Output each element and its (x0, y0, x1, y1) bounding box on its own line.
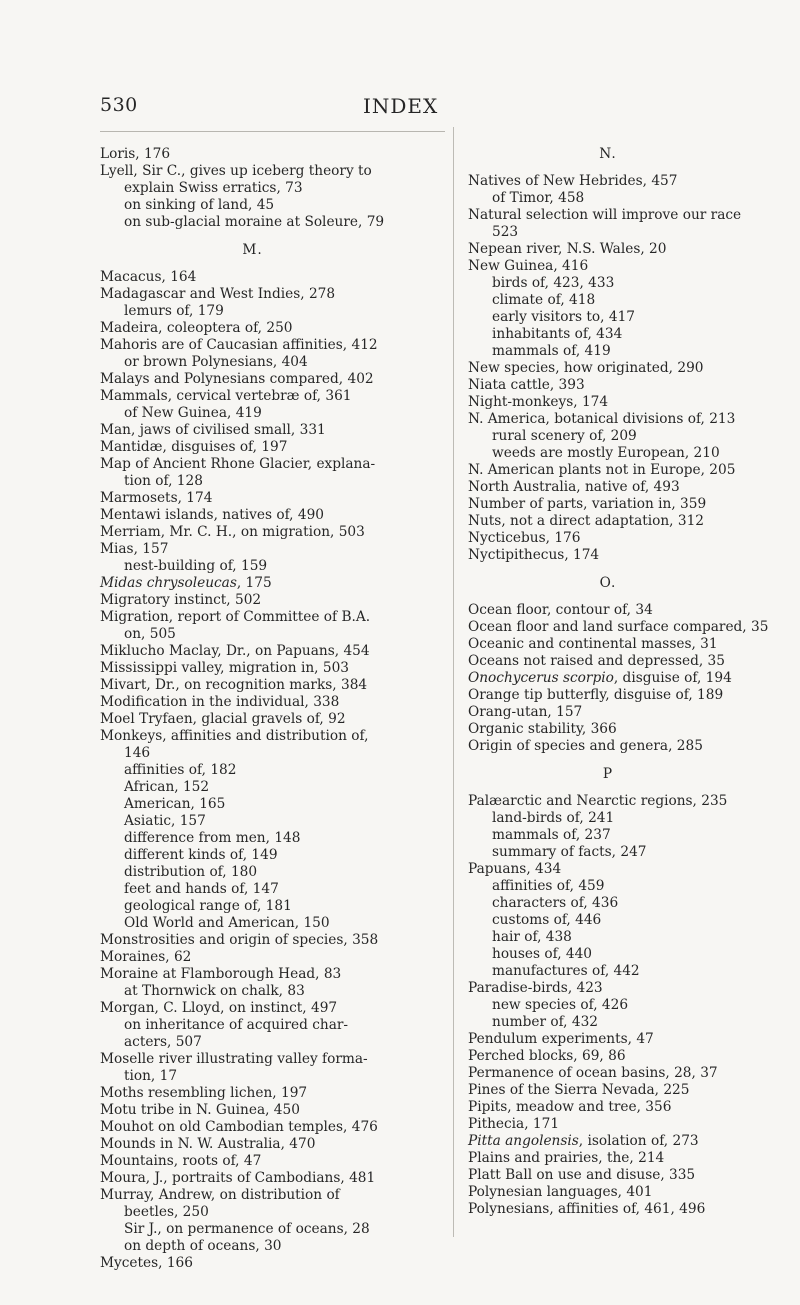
index-entry: Migratory instinct, 502 (100, 592, 262, 608)
index-subentry: affinities of, 182 (124, 762, 237, 778)
index-entry: Nepean river, N.S. Wales, 20 (468, 241, 667, 257)
index-subentry: tion of, 128 (124, 473, 203, 489)
index-subentry: number of, 432 (492, 1014, 599, 1030)
index-entry: Pithecia, 171 (468, 1116, 560, 1132)
index-entry: Nuts, not a direct adaptation, 312 (468, 513, 705, 529)
index-entry: N. America, botanical divisions of, 213 (468, 411, 736, 427)
index-subentry: Sir J., on permanence of oceans, 28 (124, 1221, 370, 1237)
index-entry: Origin of species and genera, 285 (468, 738, 703, 754)
index-entry: Murray, Andrew, on distribution of (100, 1187, 340, 1203)
index-entry: Mantidæ, disguises of, 197 (100, 439, 288, 455)
italic-term: Midas chrysoleucas (100, 575, 237, 591)
index-entry: Natural selection will improve our race (468, 207, 742, 223)
index-subentry: on inheritance of acquired char- (124, 1017, 349, 1033)
index-subentry: on, 505 (124, 626, 176, 642)
index-subentry: birds of, 423, 433 (492, 275, 615, 291)
index-subentry: beetles, 250 (124, 1204, 209, 1220)
index-entry: Ocean floor, contour of, 34 (468, 602, 653, 618)
index-entry: Mountains, roots of, 47 (100, 1153, 262, 1169)
index-subentry: characters of, 436 (492, 895, 619, 911)
index-entry: Monkeys, affinities and distribution of, (100, 728, 369, 744)
index-entry: Papuans, 434 (468, 861, 562, 877)
section-letter: M. (242, 242, 263, 258)
index-entry: Plains and prairies, the, 214 (468, 1150, 665, 1166)
index-entry: Permanence of ocean basins, 28, 37 (468, 1065, 718, 1081)
index-entry: Morgan, C. Lloyd, on instinct, 497 (100, 1000, 338, 1016)
index-entry: Niata cattle, 393 (468, 377, 585, 393)
index-entry: Orange tip butterfly, disguise of, 189 (468, 687, 724, 703)
index-column-right (468, 146, 788, 1218)
column-divider (453, 127, 454, 1237)
index-entry: Oceans not raised and depressed, 35 (468, 653, 725, 669)
index-entry: Pipits, meadow and tree, 356 (468, 1099, 672, 1115)
entry-text: , 175 (236, 575, 272, 591)
index-entry: Merriam, Mr. C. H., on migration, 503 (100, 524, 365, 540)
index-entry (468, 1133, 788, 1150)
index-entry: Mias, 157 (100, 541, 169, 557)
index-subentry: hair of, 438 (492, 929, 572, 945)
index-subentry: rural scenery of, 209 (492, 428, 637, 444)
index-entry: Mounds in N. W. Australia, 470 (100, 1136, 316, 1152)
section-letter: O. (599, 575, 617, 591)
index-subentry: African, 152 (124, 779, 210, 795)
index-entry: Mahoris are of Caucasian affinities, 412 (100, 337, 378, 353)
index-entry: Pendulum experiments, 47 (468, 1031, 654, 1047)
entry-text: , disguise of, 194 (613, 670, 732, 686)
index-entry: Madeira, coleoptera of, 250 (100, 320, 293, 336)
index-entry: New species, how originated, 290 (468, 360, 704, 376)
index-entry: Night-monkeys, 174 (468, 394, 609, 410)
index-entry: New Guinea, 416 (468, 258, 589, 274)
index-entry: Modification in the individual, 338 (100, 694, 340, 710)
index-subentry: on depth of oceans, 30 (124, 1238, 282, 1254)
index-entry: Monstrosities and origin of species, 358 (100, 932, 379, 948)
index-entry: Mycetes, 166 (100, 1255, 193, 1271)
index-entry: Man, jaws of civilised small, 331 (100, 422, 326, 438)
index-subentry: of Timor, 458 (492, 190, 585, 206)
index-entry: Moraine at Flamborough Head, 83 (100, 966, 342, 982)
index-entry: Malays and Polynesians compared, 402 (100, 371, 374, 387)
index-column-left (100, 146, 445, 1272)
index-entry: Natives of New Hebrides, 457 (468, 173, 678, 189)
index-subentry: summary of facts, 247 (492, 844, 647, 860)
index-subentry: mammals of, 419 (492, 343, 611, 359)
index-entry: Organic stability, 366 (468, 721, 617, 737)
index-entry: Polynesians, affinities of, 461, 496 (468, 1201, 706, 1217)
page-number: 530 (100, 94, 138, 116)
index-subentry: different kinds of, 149 (124, 847, 278, 863)
index-subentry: lemurs of, 179 (124, 303, 224, 319)
index-entry: Moel Tryfaen, glacial gravels of, 92 (100, 711, 346, 727)
index-entry: Map of Ancient Rhone Glacier, explana- (100, 456, 376, 472)
index-subentry: of New Guinea, 419 (124, 405, 262, 421)
index-entry: Paradise-birds, 423 (468, 980, 603, 996)
page-header (0, 94, 800, 124)
index-entry: Moths resembling lichen, 197 (100, 1085, 308, 1101)
index-subentry: Asiatic, 157 (124, 813, 206, 829)
index-entry: Moura, J., portraits of Cambodians, 481 (100, 1170, 376, 1186)
index-subentry: houses of, 440 (492, 946, 593, 962)
index-subentry: weeds are mostly European, 210 (492, 445, 720, 461)
index-entry: Mivart, Dr., on recognition marks, 384 (100, 677, 368, 693)
index-subentry: tion, 17 (124, 1068, 178, 1084)
index-entry: Miklucho Maclay, Dr., on Papuans, 454 (100, 643, 370, 659)
italic-term: Onochycerus scorpio (468, 670, 614, 686)
index-subentry: geological range of, 181 (124, 898, 292, 914)
index-subentry: acters, 507 (124, 1034, 202, 1050)
index-entry: N. American plants not in Europe, 205 (468, 462, 736, 478)
index-entry: Oceanic and continental masses, 31 (468, 636, 718, 652)
index-entry: Polynesian languages, 401 (468, 1184, 653, 1200)
index-entry: Ocean floor and land surface compared, 35 (468, 619, 769, 635)
index-subentry: on sub-glacial moraine at Soleure, 79 (124, 214, 385, 230)
index-subentry: at Thornwick on chalk, 83 (124, 983, 305, 999)
index-entry: Orang-utan, 157 (468, 704, 583, 720)
index-entry: Platt Ball on use and disuse, 335 (468, 1167, 696, 1183)
section-letter: N. (599, 146, 617, 162)
index-entry: Number of parts, variation in, 359 (468, 496, 707, 512)
index-subentry: customs of, 446 (492, 912, 602, 928)
index-entry: Madagascar and West Indies, 278 (100, 286, 336, 302)
index-subentry: mammals of, 237 (492, 827, 611, 843)
index-subentry: affinities of, 459 (492, 878, 605, 894)
index-entry: Mouhot on old Cambodian temples, 476 (100, 1119, 378, 1135)
index-subentry: distribution of, 180 (124, 864, 258, 880)
index-entry: Lyell, Sir C., gives up iceberg theory to (100, 163, 372, 179)
index-subentry: land-birds of, 241 (492, 810, 615, 826)
index-subentry: or brown Polynesians, 404 (124, 354, 308, 370)
index-subentry: inhabitants of, 434 (492, 326, 623, 342)
index-entry (468, 670, 788, 687)
index-entry: Perched blocks, 69, 86 (468, 1048, 626, 1064)
index-entry: Marmosets, 174 (100, 490, 213, 506)
index-entry: Mentawi islands, natives of, 490 (100, 507, 324, 523)
index-entry: Migration, report of Committee of B.A. (100, 609, 371, 625)
index-entry: Mississippi valley, migration in, 503 (100, 660, 349, 676)
section-letter: P (602, 766, 614, 782)
index-subentry: difference from men, 148 (124, 830, 301, 846)
index-subentry: climate of, 418 (492, 292, 596, 308)
index-entry: Mammals, cervical vertebræ of, 361 (100, 388, 352, 404)
index-entry: Moraines, 62 (100, 949, 192, 965)
index-subentry: 146 (124, 745, 151, 761)
italic-term: Pitta angolensis (468, 1133, 579, 1149)
index-subentry: new species of, 426 (492, 997, 629, 1013)
index-subentry: manufactures of, 442 (492, 963, 640, 979)
top-rule (100, 131, 445, 132)
index-entry: Moselle river illustrating valley forma- (100, 1051, 368, 1067)
index-subentry: American, 165 (124, 796, 226, 812)
index-entry: North Australia, native of, 493 (468, 479, 680, 495)
index-entry: Palæarctic and Nearctic regions, 235 (468, 793, 728, 809)
index-subentry: on sinking of land, 45 (124, 197, 275, 213)
index-entry: Macacus, 164 (100, 269, 197, 285)
index-entry (100, 575, 445, 592)
index-subentry: early visitors to, 417 (492, 309, 636, 325)
index-entry: Loris, 176 (100, 146, 171, 162)
index-subentry: Old World and American, 150 (124, 915, 330, 931)
index-subentry: explain Swiss erratics, 73 (124, 180, 303, 196)
running-title: INDEX (363, 94, 439, 118)
index-subentry: 523 (492, 224, 519, 240)
index-subentry: feet and hands of, 147 (124, 881, 279, 897)
index-entry: Pines of the Sierra Nevada, 225 (468, 1082, 690, 1098)
index-entry: Nycticebus, 176 (468, 530, 581, 546)
index-entry: Motu tribe in N. Guinea, 450 (100, 1102, 300, 1118)
entry-text: , isolation of, 273 (578, 1133, 699, 1149)
index-entry: Nyctipithecus, 174 (468, 547, 600, 563)
index-subentry: nest-building of, 159 (124, 558, 268, 574)
